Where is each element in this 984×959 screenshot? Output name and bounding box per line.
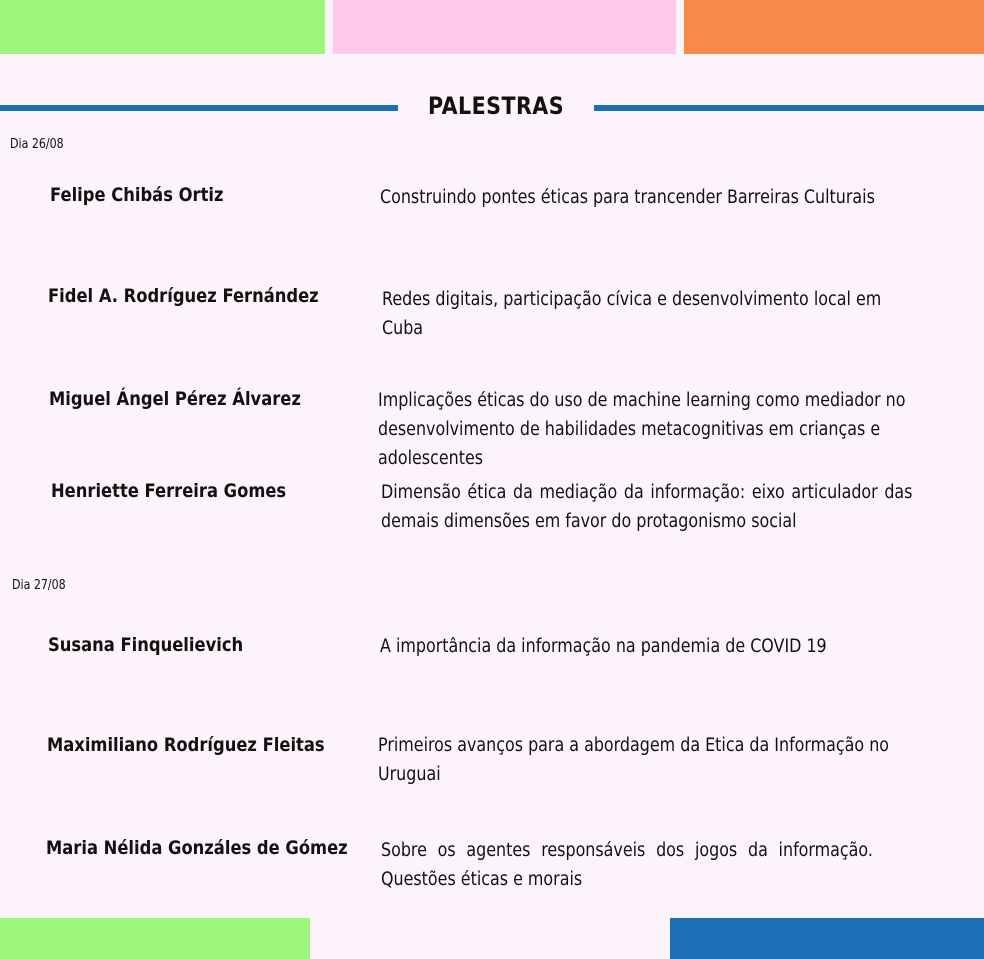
day-label-2: Dia 27/08	[12, 578, 66, 593]
talk-title: Redes digitais, participação cívica e desenvolvimento local em Cuba	[382, 289, 882, 339]
top-green-bar	[0, 0, 325, 54]
talk-title: Implicações éticas do uso de machine learning como mediador no desenvolvimento de habilidades metacognitivas em crianças e adolescentes	[378, 390, 906, 469]
page-title: PALESTRAS	[427, 92, 565, 120]
title-rule-left	[0, 105, 398, 111]
title-rule-right	[594, 105, 984, 111]
talk-title: A importância da informação na pandemia de COVID 19	[380, 636, 827, 657]
top-orange-bar	[684, 0, 984, 54]
day-label-1: Dia 26/08	[10, 137, 64, 152]
bottom-light-bar	[310, 918, 668, 959]
talk-title: Construindo pontes éticas para trancender Barreiras Culturais	[380, 187, 875, 208]
bottom-green-bar	[0, 918, 310, 959]
top-pink-bar	[333, 0, 676, 54]
speaker-name: Maria Nélida Gonzáles de Gómez	[46, 837, 348, 859]
speaker-name: Susana Finquelievich	[48, 634, 244, 656]
speaker-name: Miguel Ángel Pérez Álvarez	[49, 388, 301, 410]
talk-title: Primeiros avanços para a abordagem da Etica da Informação no Uruguai	[378, 735, 890, 785]
talk-title: Sobre os agentes responsáveis dos jogos da informação. Questões éticas e morais	[381, 840, 873, 890]
speaker-name: Maximiliano Rodríguez Fleitas	[47, 734, 325, 756]
speaker-name: Fidel A. Rodríguez Fernández	[48, 285, 319, 307]
bottom-blue-bar	[670, 918, 984, 959]
speaker-name: Felipe Chibás Ortiz	[50, 184, 224, 206]
talk-title: Dimensão ética da mediação da informação: eixo articulador das demais dimensões em favor do protagonismo social	[381, 482, 913, 532]
speaker-name: Henriette Ferreira Gomes	[51, 480, 287, 502]
